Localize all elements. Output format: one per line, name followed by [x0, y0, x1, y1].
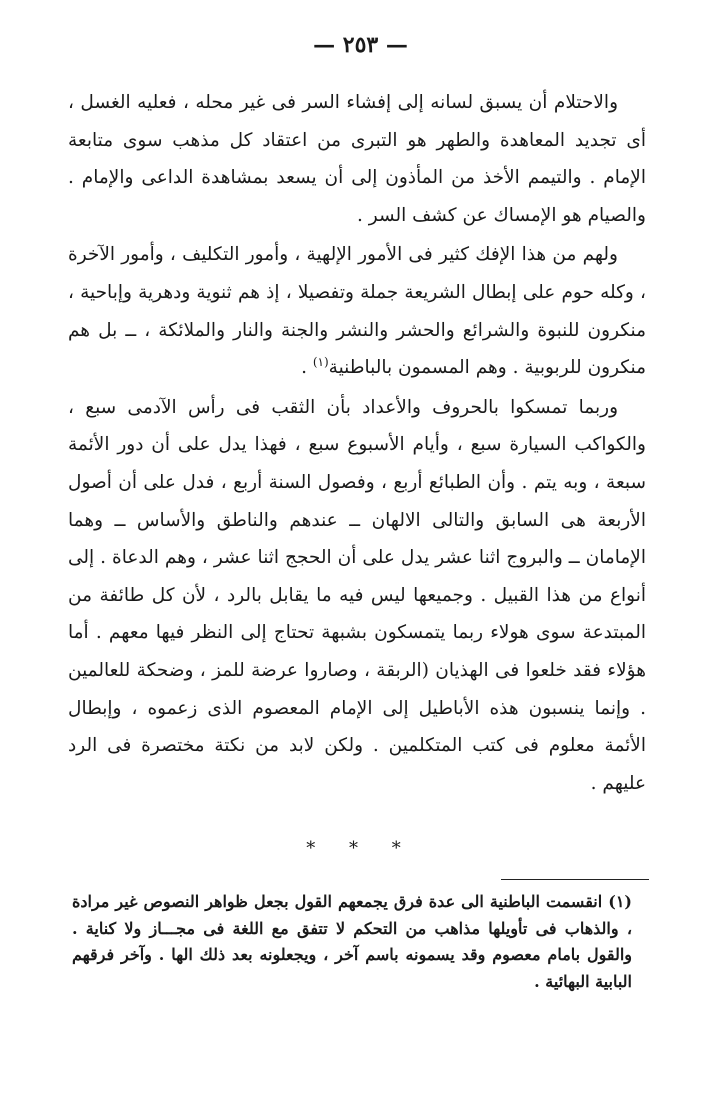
footnote-line: ولا كناية . والقول بامام معصوم وقد يسمونه باسم آخر ، ويجعلونه بعد ذلك	[72, 918, 632, 964]
footnote-divider	[501, 879, 649, 880]
text-line: السيارة سبع ، وأيام الأسبوع سبع ، فهذا يدل على أن دور الأئمة سبعة ، وبه يتم .	[68, 434, 646, 493]
text-line: ليس فيه ما يقابل بالرد ، لأن كل طائفة من المبتدعة سوى هولاء ربما يتمسكون	[68, 584, 646, 644]
footnote	[72, 889, 632, 995]
text-line: من نكتة مختصرة فى الرد عليهم .	[68, 735, 646, 794]
footnote-reference[interactable]: (١)	[312, 355, 329, 369]
text-line: وصاروا عرضة للمز ، وضحكة للعالمين . وإنما ينسبون هذه الأباطيل إلى الإمام	[68, 659, 646, 719]
text-line: والتيمم الأخذ من المأذون إلى أن يسعد بمشاهدة الداعى والإمام . والصيام هو	[68, 167, 646, 226]
text-line: وربما تمسكوا بالحروف والأعداد بأن الثقب فى رأس الآدمى سبع ، والكواكب	[68, 396, 646, 456]
footnote-line: الها . وآخر فرقهم البابية البهائية .	[72, 945, 632, 991]
page-number: — ٢٥٣ —	[313, 32, 408, 58]
footnote-paragraph	[72, 889, 632, 995]
text-line: والتالى الالهان ــ عندهم والناطق والأساس ــ وهما الإمامان ــ والبروج اثنا عشر	[68, 509, 646, 569]
text-line: وأن الطبائع أربع ، وفصول السنة أربع ، فدل على أن أصول الأربعة هى السابق	[68, 471, 646, 531]
text-line: بشبهة تحتاج إلى النظر فيها معهم . أما هؤلاء فقد خلعوا فى الهذيان (الربقة ،	[68, 622, 646, 681]
text-line: وكله حوم على إبطال الشريعة جملة وتفصيلا ، إذ هم ثنوية ودهرية وإباحية ،	[68, 281, 634, 303]
paragraph	[68, 389, 646, 803]
text-line: الإمساك عن كشف السر .	[357, 204, 557, 226]
text-line: منكرون للنبوة والشرائع والحشر والنشر والجنة والنار والملائكة ، ــ بل هم منكرون	[68, 319, 646, 379]
text-line: ولهم من هذا الإفك كثير فى الأمور الإلهية ، وأمور التكليف ، وأمور الآخرة ،	[68, 244, 646, 303]
text-line: للربوبية . وهم المسمون بالباطنية	[328, 357, 582, 379]
text-line: المعصوم الذى زعموه ، وإبطال الأئمة معلوم فى كتب المتكلمين . ولكن لابد	[68, 697, 646, 757]
text-line: تجديد المعاهدة والطهر هو التبرى من اعتقاد كل مذهب سوى متابعة الإمام .	[68, 129, 646, 189]
text-line: يدل على أن الحجج اثنا عشر ، وهم الدعاة . إلى أنواع من هذا القبيل . وجميعها	[68, 547, 646, 606]
section-separator: * * *	[306, 838, 415, 859]
footnote-line: (١) انقسمت الباطنية الى عدة فرق يجمعهم القول بجعل ظواهر النصوص	[143, 892, 632, 911]
text-line-tail: .	[301, 357, 313, 379]
text-line: والاحتلام أن يسبق لسانه إلى إفشاء السر فى غير محله ، فعليه الغسل ، أى	[68, 92, 646, 151]
paragraph	[68, 236, 646, 386]
main-text	[68, 84, 646, 802]
paragraph	[68, 84, 646, 234]
footnote-line: غير مرادة ، والذهاب فى تأويلها مذاهب من التحكم لا تتفق مع اللغة فى مجـــاز	[72, 892, 633, 938]
